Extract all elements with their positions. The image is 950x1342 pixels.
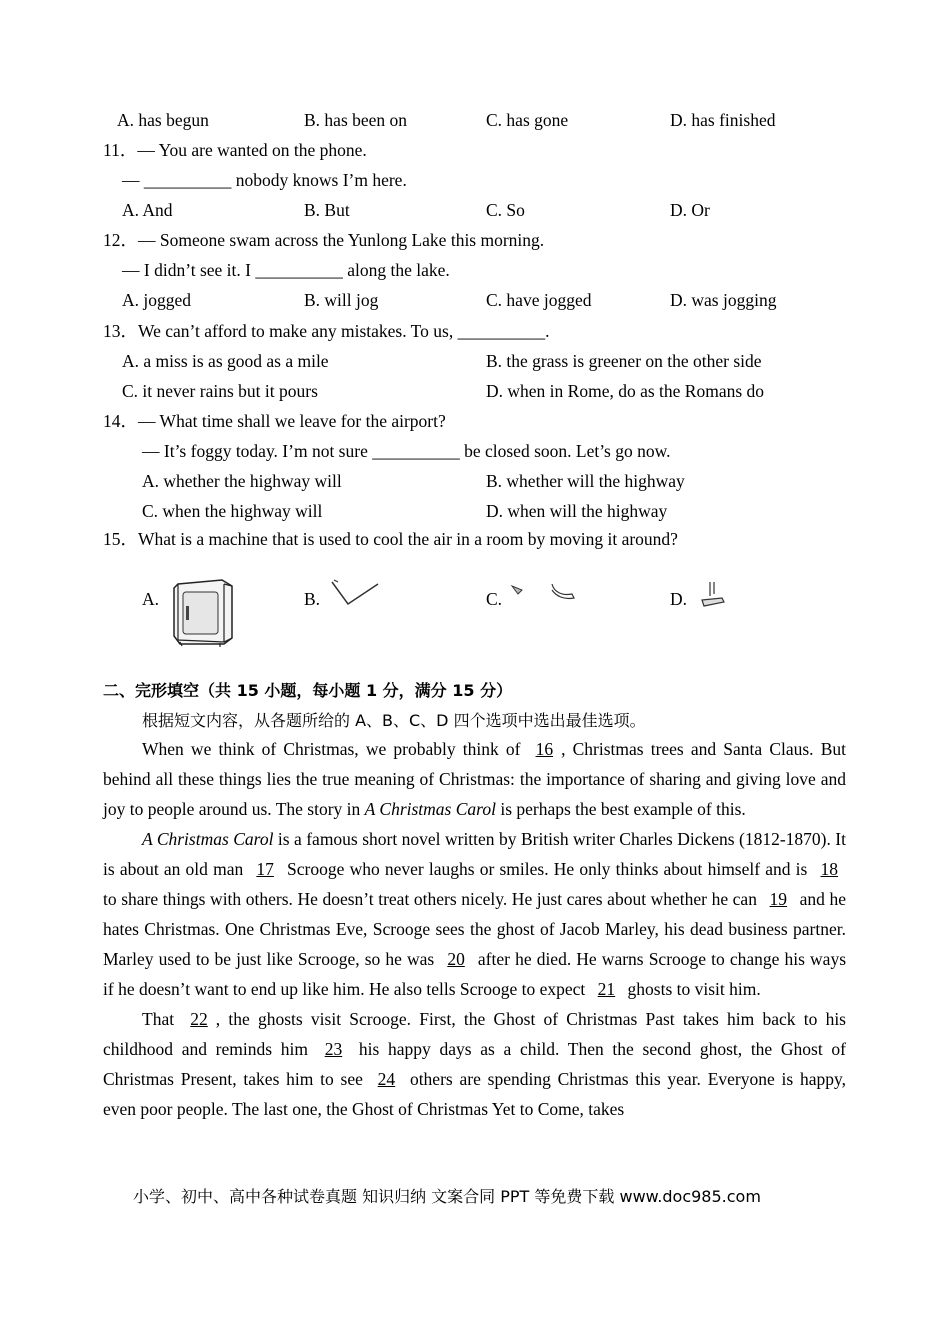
blank-20[interactable]: 20 [447, 949, 465, 969]
q10-option-d: D. has finished [670, 110, 776, 130]
q14-option-d: D. when will the highway [486, 501, 668, 521]
q10-option-a: A. has begun [117, 110, 209, 130]
q11-question [103, 139, 367, 161]
passage-paragraph-1: When we think of Christmas, we probably think of 16 , Christmas trees and Santa Claus. But behind all these things lies the true meaning of Christmas: the importance of sharing and giving love and joy to people around us. The story in A Christmas Carol is perhaps the best example of this. [103, 739, 846, 819]
q12-option-b: B. will jog [304, 290, 379, 310]
q14-question [103, 410, 446, 432]
q12-line1: — Someone swam across the Yunlong Lake this morning. [138, 230, 545, 250]
blank-18[interactable]: 18 [820, 859, 839, 879]
q12-line2: — I didn’t see it. I __________ along the lake. [122, 260, 450, 280]
q14-option-c: C. when the highway will [142, 501, 323, 521]
q13-question [103, 320, 549, 342]
blank-16[interactable]: 16 [535, 739, 554, 759]
q13-option-d: D. when in Rome, do as the Romans do [486, 381, 765, 401]
q12-option-a: A. jogged [122, 290, 192, 310]
q11-line2: — __________ nobody knows I’m here. [122, 170, 407, 190]
q11-option-c: C. So [486, 200, 525, 220]
appliance-sketch-icon [508, 580, 580, 604]
q11-line1: — You are wanted on the phone. [137, 140, 367, 160]
q15-option-a: A. [142, 589, 160, 609]
q11-option-a: A. And [122, 200, 173, 220]
q14-number: 14． [103, 411, 138, 431]
q13-option-b: B. the grass is greener on the other side [486, 351, 762, 371]
blank-23[interactable]: 23 [324, 1039, 343, 1059]
passage-paragraph-3: That 22 , the ghosts visit Scrooge. First, the Ghost of Christmas Past takes him back to his childhood and reminds him 23 his happy days as a child. Then the second ghost, the Ghost of Christmas Present, takes him to see 24 others are spending Christmas this year. Everyone is happy, even poor people. The last one, the Ghost of Christmas Yet to Come, takes [103, 1009, 846, 1119]
book-title: A Christmas Carol [142, 829, 274, 849]
q13-option-c: C. it never rains but it pours [122, 381, 318, 401]
q12-option-c: C. have jogged [486, 290, 592, 310]
q11-option-d: D. Or [670, 200, 710, 220]
q15-number: 15． [103, 529, 138, 549]
page-footer: 小学、初中、高中各种试卷真题 知识归纳 文案合同 PPT 等免费下载 www.doc985.com [133, 1187, 761, 1206]
q15-option-c: C. [486, 589, 503, 609]
q15-option-b: B. [304, 589, 321, 609]
q14-option-b: B. whether will the highway [486, 471, 685, 491]
blank-22[interactable]: 22 [190, 1009, 208, 1029]
q12-option-d: D. was jogging [670, 290, 777, 310]
section2-heading: 二、完形填空（共 15 小题，每小题 1 分，满分 15 分） [103, 681, 513, 700]
iron-sketch-icon [698, 580, 728, 610]
q10-option-b: B. has been on [304, 110, 408, 130]
refrigerator-icon [170, 576, 240, 648]
passage-paragraph-2: A Christmas Carol is a famous short novel written by British writer Charles Dickens (1812-1870). It is about an old man 17 Scrooge who never laughs or smiles. He only thinks about himself and is 18 to share things with others. He doesn’t treat others nicely. He just cares about whether he can 19 and he hates Christmas. One Christmas Eve, Scrooge sees the ghost of Jacob Marley, his dead business partner. Marley used to be just like Scrooge, so he was 20 after he died. He warns Scrooge to change his ways if he doesn’t want to end up like him. He also tells Scrooge to expect 21 ghosts to visit him. [103, 829, 847, 999]
q15-line1: What is a machine that is used to cool the air in a room by moving it around? [138, 529, 678, 549]
blank-19[interactable]: 19 [769, 889, 788, 909]
q14-option-a: A. whether the highway will [142, 471, 342, 491]
q15-question [103, 528, 678, 550]
q10-option-c: C. has gone [486, 110, 569, 130]
q14-line2: — It’s foggy today. I’m not sure __________ be closed soon. Let’s go now. [142, 441, 671, 461]
blank-24[interactable]: 24 [377, 1069, 396, 1089]
q13-number: 13． [103, 321, 138, 341]
book-title: A Christmas Carol [364, 799, 496, 819]
q15-option-d: D. [670, 589, 688, 609]
q14-line1: — What time shall we leave for the airport? [138, 411, 446, 431]
fan-sketch-icon [330, 578, 382, 610]
q11-number: 11． [103, 140, 138, 160]
passage [103, 734, 846, 1124]
q11-option-b: B. But [304, 200, 350, 220]
q13-option-a: A. a miss is as good as a mile [122, 351, 329, 371]
blank-17[interactable]: 17 [256, 859, 274, 879]
blank-21[interactable]: 21 [597, 979, 616, 999]
q12-number: 12． [103, 230, 138, 250]
q13-line1: We can’t afford to make any mistakes. To us, __________. [138, 321, 550, 341]
section2-instruction: 根据短文内容，从各题所给的 A、B、C、D 四个选项中选出最佳选项。 [142, 711, 646, 730]
q12-question [103, 229, 544, 251]
